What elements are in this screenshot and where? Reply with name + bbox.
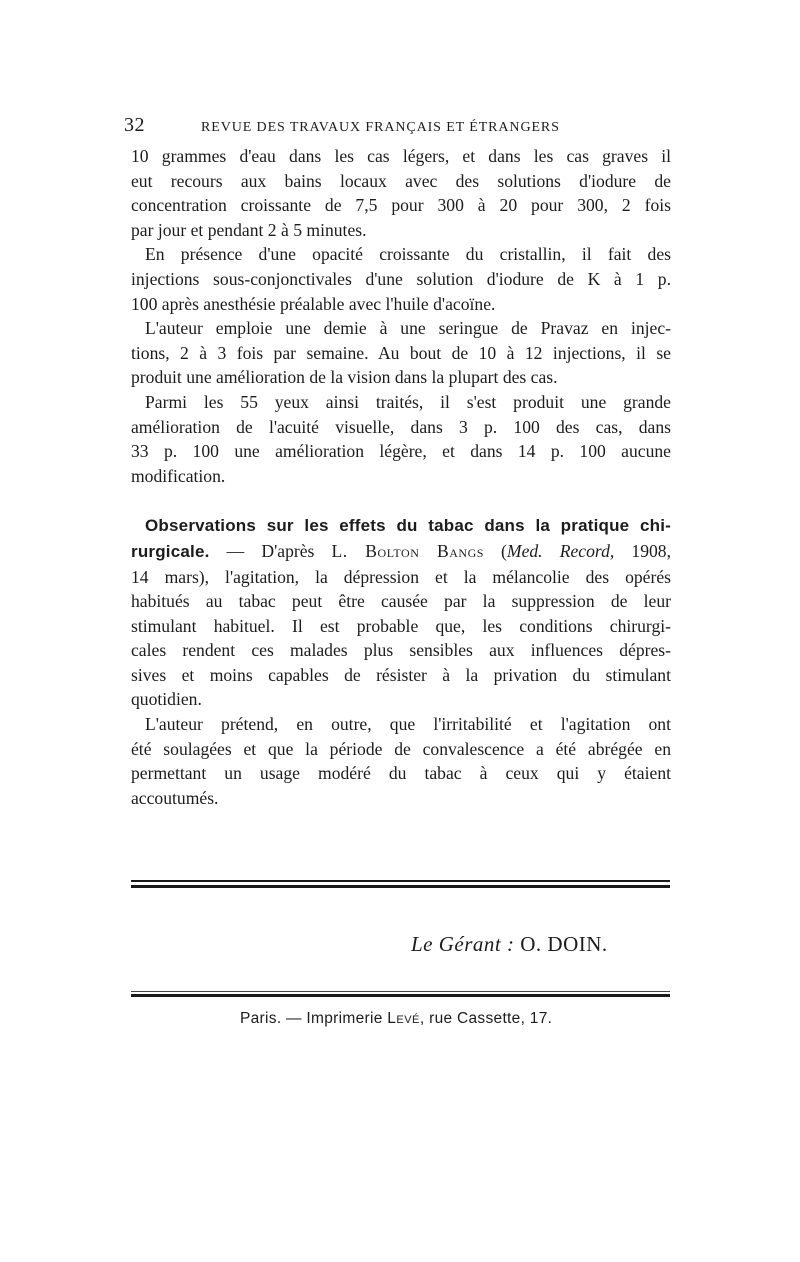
text-line: 100 après anesthésie préalable avec l'huile d'acoïne.: [131, 293, 496, 314]
double-rule-divider: [131, 880, 670, 889]
text-fragment: (: [483, 540, 507, 561]
running-header: [124, 112, 671, 140]
document-page: [124, 112, 671, 810]
text-line: eut recours aux bains locaux avec des solutions d'iodure de: [131, 170, 671, 191]
text-line: par jour et pendant 2 à 5 minutes.: [131, 219, 367, 240]
text-line: concentration croissante de 7,5 pour 300 à 20 pour 300, 2 fois: [131, 195, 671, 216]
text-line: quotidien.: [131, 689, 202, 710]
text-fragment: 1908,: [614, 540, 671, 561]
text-line: 33 p. 100 une amélioration légère, et dans 14 p. 100 aucune: [131, 441, 671, 462]
paragraph: [131, 316, 671, 390]
printer-imprint: [240, 1010, 552, 1028]
text-line: 14 mars), l'agitation, la dépression et la mélancolie des opérés: [131, 566, 671, 587]
paragraph: [131, 242, 671, 316]
text-line: habitués au tabac peut être causée par la suppression de leur: [131, 591, 671, 612]
text-line: En présence d'une opacité croissante du cristallin, il fait des: [145, 244, 671, 265]
text-line: stimulant habituel. Il est probable que, les conditions chirurgi-: [131, 615, 671, 636]
running-title: REVUE DES TRAVAUX FRANÇAIS ET ÉTRANGERS: [201, 120, 560, 135]
imprint-printer: Levé: [387, 1010, 420, 1027]
author-name: L. Bolton Bangs: [331, 540, 484, 561]
text-line: amélioration de l'acuité visuelle, dans 3 p. 100 des cas, dans: [131, 416, 671, 437]
journal-name: Med. Record,: [506, 540, 615, 561]
article-title-end: rurgicale.: [131, 541, 210, 561]
paragraph: [131, 390, 671, 488]
article-continuation: [131, 144, 671, 488]
paragraph: [131, 712, 671, 810]
text-fragment: — D'après: [209, 540, 332, 561]
text-line: [131, 539, 671, 565]
rule-line: [131, 885, 670, 888]
text-line: accoutumés.: [131, 787, 219, 808]
text-line: permettant un usage modéré du tabac à ceux qui y étaient: [131, 763, 671, 784]
text-line: 10 grammes d'eau dans les cas légers, et dans les cas graves il: [131, 146, 671, 166]
page-number: 32: [124, 114, 145, 136]
rule-line: [131, 880, 670, 882]
text-line: été soulagées et que la période de convalescence a été abrégée en: [131, 738, 671, 759]
text-line: cales rendent ces malades plus sensibles aux influences dépres-: [131, 640, 671, 661]
paragraph: [131, 514, 671, 712]
signature-label: Le Gérant :: [411, 932, 515, 956]
text-line: injections sous-conjonctivales d'une solution d'iodure de K à 1 p.: [131, 268, 671, 289]
imprint-suffix: , rue Cassette, 17.: [419, 1010, 553, 1027]
text-line: sives et moins capables de résister à la privation du stimulant: [131, 664, 671, 685]
signature-name: O. DOIN.: [514, 932, 608, 956]
text-line: modification.: [131, 465, 226, 486]
text-line: L'auteur prétend, en outre, que l'irritabilité et l'agitation ont: [145, 714, 671, 735]
article-title: Observations sur les effets du tabac dans la pratique chi-: [145, 516, 671, 536]
imprint-prefix: Paris. — Imprimerie: [240, 1010, 388, 1027]
signature: [411, 932, 608, 957]
text-line: L'auteur emploie une demie à une seringue de Pravaz en injec-: [145, 318, 671, 339]
paragraph: [131, 144, 671, 242]
text-line: produit une amélioration de la vision dans la plupart des cas.: [131, 367, 558, 388]
article-tobacco: [131, 514, 671, 810]
rule-line: [131, 991, 670, 992]
bottom-rule-divider: [131, 994, 670, 997]
text-line: Parmi les 55 yeux ainsi traités, il s'est produit une grande: [145, 391, 671, 412]
text-line: tions, 2 à 3 fois par semaine. Au bout de 10 à 12 injections, il se: [131, 342, 671, 363]
